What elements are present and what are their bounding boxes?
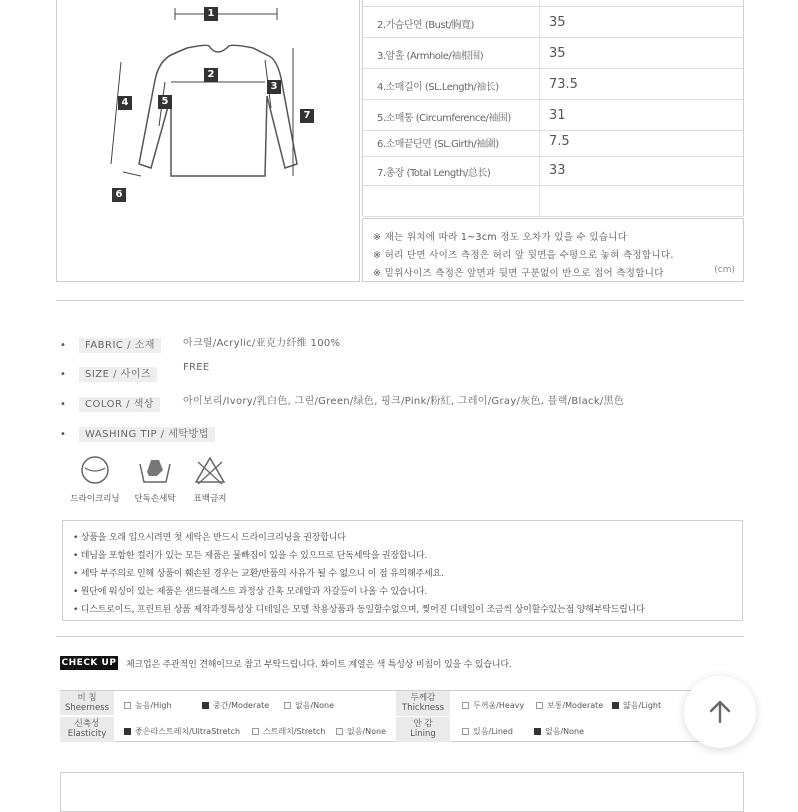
dry-clean-icon xyxy=(77,452,113,488)
checkbox-icon xyxy=(536,702,543,709)
marker-7: 7 xyxy=(300,109,314,123)
elasticity-option[interactable]: 스트레치/Stretch xyxy=(252,726,325,737)
thickness-option[interactable]: 보통/Moderate xyxy=(536,700,603,711)
info-row-size: • SIZE / 사이즈 xyxy=(60,362,157,381)
marker-2: 2 xyxy=(204,68,218,82)
color-tag: COLOR / 색상 xyxy=(79,397,160,412)
measure-label: 5.소매통 (Circumference/袖围) xyxy=(377,113,511,124)
size-table xyxy=(362,0,744,216)
size-value: FREE xyxy=(183,362,210,373)
measure-label: 2.가슴단면 (Bust/胸寬) xyxy=(377,20,474,31)
lining-option[interactable]: 없음/None xyxy=(534,726,584,737)
thickness-option[interactable]: 얇음/Light xyxy=(612,700,661,711)
size-diagram xyxy=(56,0,360,282)
care-notice xyxy=(62,520,743,621)
hand-wash-icon xyxy=(137,452,173,488)
checkup-text: 체크업은 주관적인 견해이므로 참고 부탁드립니다. 화이트 계열은 색 특성상 비침이 있을 수 있습니다. xyxy=(126,660,512,670)
fabric-tag: FABRIC / 소재 xyxy=(79,338,161,353)
sheerness-header: 비 침 Sheerness xyxy=(60,691,114,716)
marker-5: 5 xyxy=(158,95,172,109)
thickness-option[interactable]: 두꺼움/Heavy xyxy=(462,700,524,711)
checkbox-checked-icon xyxy=(612,702,619,709)
marker-1: 1 xyxy=(204,7,218,21)
elasticity-option[interactable]: 없음/None xyxy=(336,726,386,737)
sheerness-option[interactable]: 중간/Moderate xyxy=(202,700,269,711)
checkbox-icon xyxy=(284,702,291,709)
lining-header: 안 감 Lining xyxy=(396,717,450,742)
marker-6: 6 xyxy=(112,188,126,202)
table-row xyxy=(363,7,743,38)
wash-label: 드라이크리닝 xyxy=(70,494,120,504)
table-row xyxy=(363,126,743,157)
sheerness-option[interactable]: 높음/High xyxy=(124,700,172,711)
info-row-color: • COLOR / 색상 xyxy=(60,392,160,411)
fabric-value: 아크릴/Acrylic/亚克力纤维 100% xyxy=(183,338,341,349)
checkbox-icon xyxy=(336,728,343,735)
measure-value: 33 xyxy=(549,163,566,178)
checkbox-icon xyxy=(124,702,131,709)
measure-label: 6.소매끝단면 (SL.Girth/袖圍) xyxy=(377,139,499,150)
elasticity-header: 신축성 Elasticity xyxy=(60,717,114,742)
measure-label: 3.암홀 (Armhole/袖根围) xyxy=(377,51,484,62)
elasticity-option[interactable]: 좋은라스트레치/UltraStretch xyxy=(124,726,240,737)
checkbox-checked-icon xyxy=(202,702,209,709)
scroll-top-button[interactable] xyxy=(684,676,756,748)
info-row-washing: • WASHING TIP / 세탁방법 xyxy=(60,422,215,441)
lining-option[interactable]: 있음/Lined xyxy=(462,726,513,737)
no-bleach-icon xyxy=(192,452,228,488)
color-value: 아이보리/Ivory/乳白色, 그린/Green/绿色, 핑크/Pink/粉紅, 그레이/Gray/灰色, 블랙/Black/黑色 xyxy=(183,396,625,407)
measure-label: 4.소매길이 (SL.Length/袖长) xyxy=(377,82,499,93)
measure-value: 7.5 xyxy=(549,134,570,149)
checkbox-icon xyxy=(462,728,469,735)
sheerness-option[interactable]: 없음/None xyxy=(284,700,334,711)
divider xyxy=(56,636,744,637)
measurement-notes xyxy=(362,218,744,282)
garment-illustration xyxy=(57,0,361,282)
checkup-table xyxy=(60,690,700,742)
checkbox-icon xyxy=(462,702,469,709)
wash-label: 표백금지 xyxy=(193,494,227,504)
note-line: ※ 허리 단면 사이즈 측정은 허리 앞 뒷면을 수평으로 놓혀 측정합니다. xyxy=(373,250,674,261)
measure-value: 35 xyxy=(549,15,566,30)
info-row-fabric: • FABRIC / 소재 xyxy=(60,333,161,352)
marker-4: 4 xyxy=(118,96,132,110)
thickness-header: 두께감 Thickness xyxy=(396,691,450,716)
wash-item xyxy=(175,452,245,504)
divider xyxy=(56,300,744,301)
measure-label: 7.총장 (Total Length/总长) xyxy=(377,168,491,179)
care-line: • 디스트로이드, 프린트된 상품 제작과정특성상 디테일은 모델 착용상품과 동일할수없으며, 찢어진 디테일이 조금씩 상이할수있는점 양해부탁드립니다 xyxy=(73,605,645,615)
measure-value: 35 xyxy=(549,46,566,61)
next-section-box xyxy=(60,772,744,812)
checkbox-icon xyxy=(252,728,259,735)
table-row xyxy=(363,69,743,100)
washing-tag: WASHING TIP / 세탁방법 xyxy=(79,427,215,442)
arrow-up-icon xyxy=(706,698,734,726)
table-row xyxy=(363,38,743,69)
checkbox-checked-icon xyxy=(534,728,541,735)
table-row xyxy=(363,0,743,7)
note-line: ※ 밑위사이즈 측정은 앞면과 뒷면 구분없이 반으로 접어 측정합니다 xyxy=(373,268,664,279)
marker-3: 3 xyxy=(267,80,281,94)
unit-label: (cm) xyxy=(714,265,735,275)
measure-value: 73.5 xyxy=(549,77,578,92)
care-line: • 세탁 부주의로 인해 상품이 훼손된 경우는 교환/반품의 사유가 될 수 없으니 이 점 유의해주세요. xyxy=(73,569,444,579)
checkup-badge: CHECK UP xyxy=(61,658,117,668)
size-tag: SIZE / 사이즈 xyxy=(79,367,157,382)
table-row xyxy=(363,186,743,217)
measure-value: 31 xyxy=(549,108,566,123)
table-row xyxy=(363,155,743,186)
care-line: • 데님을 포함한 컬러가 있는 모든 제품은 물빠짐이 있을 수 있으므로 단독세탁을 권장합니다. xyxy=(73,551,427,561)
note-line: ※ 재는 위치에 따라 1~3cm 정도 오차가 있을 수 있습니다 xyxy=(373,232,628,243)
care-line: • 상품을 오래 입으시려면 첫 세탁은 반드시 드라이크리닝을 권장합니다 xyxy=(73,533,346,543)
checkbox-checked-icon xyxy=(124,728,131,735)
wash-label: 단독손세탁 xyxy=(134,494,176,504)
care-line: • 원단에 워싱이 있는 제품은 샌드블래스트 과정상 간혹 모래알과 자갈등이 나올 수 있습니다. xyxy=(73,587,427,597)
